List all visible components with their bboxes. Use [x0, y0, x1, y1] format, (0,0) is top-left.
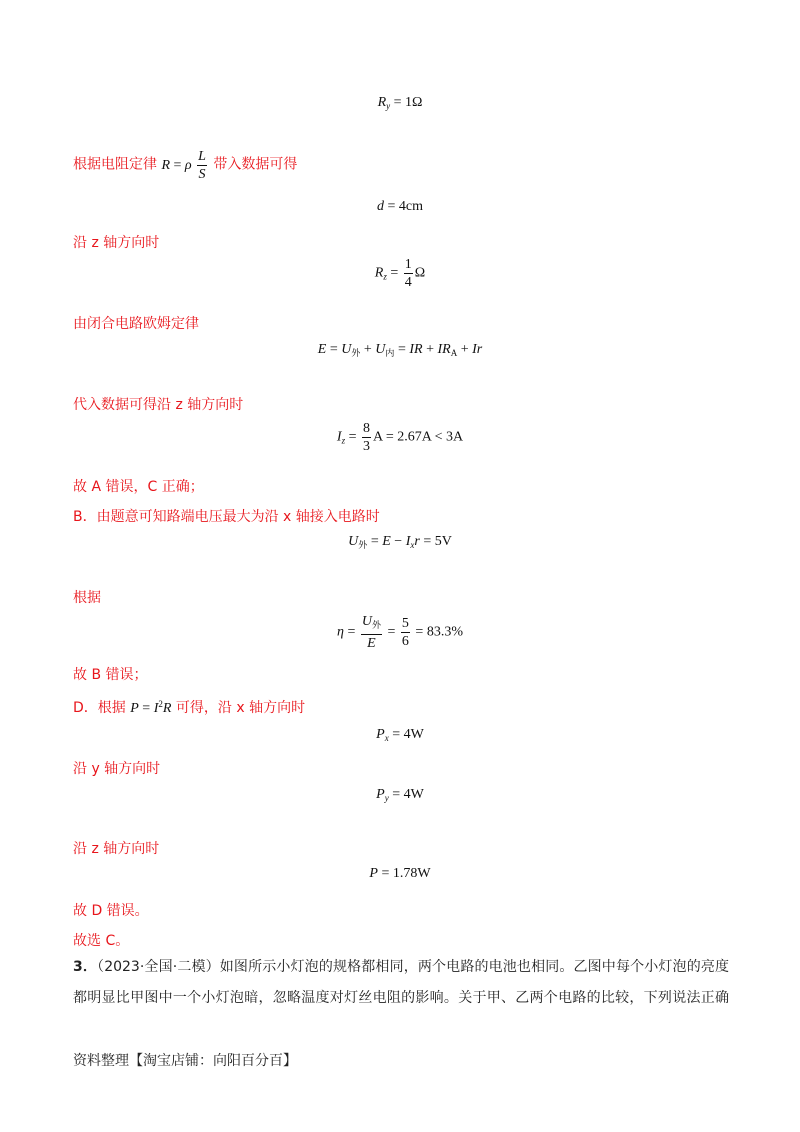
equation-p: P = 1.78W	[369, 866, 431, 881]
equation-iz: $I_z$ = $\frac{8}{3}$ A = 2.67A < 3A	[336, 421, 464, 454]
text-conclusion-ac: 故 A 错误，C 正确；	[73, 479, 204, 495]
text-according: 根据	[73, 590, 101, 606]
equation-emf: $E = U_外 + U_内$ = IR + $IR_A + Ir$	[317, 342, 483, 358]
equation-efficiency: η = $\frac{U_外}{E}$ = $\frac{5}{6}$ = 83.3%	[337, 614, 463, 651]
equation-ry: $R_y = 1\Omega$	[377, 95, 423, 111]
equation-terminal-voltage: $U_外 = E - I_xr = 5V$	[348, 534, 452, 550]
equation-d: d = 4cm	[377, 199, 423, 214]
text-option-b: B．由题意可知路端电压最大为沿 x 轴接入电路时	[73, 509, 380, 525]
text-choice: 故选 C。	[73, 933, 130, 949]
text-ohm-law: 由闭合电路欧姆定律	[73, 316, 199, 332]
footer-source: 资料整理【淘宝店铺：向阳百分百】	[73, 1053, 297, 1069]
text-conclusion-d: 故 D 错误。	[73, 903, 149, 919]
text-option-d: D．根据 $P = I^2R$ 可得，沿 x 轴方向时	[73, 699, 306, 716]
equation-px: $P_x = 4W$	[376, 727, 424, 743]
text-y-direction: 沿 y 轴方向时	[73, 761, 161, 777]
text-resistance-law: 根据电阻定律 R = ρ $\frac{L}{S}$ 带入数据可得	[73, 149, 298, 182]
text-z-direction-2: 沿 z 轴方向时	[73, 841, 160, 857]
equation-py: $P_y = 4W$	[376, 787, 424, 803]
text-z-direction-1: 沿 z 轴方向时	[73, 235, 160, 251]
question-3-line-1: 3．（2023·全国·二模）如图所示小灯泡的规格都相同，两个电路的电池也相同。乙图中每个小灯泡的亮度	[73, 959, 730, 975]
equation-rz: $R_z$ = $\frac{1}{4}$ Ω	[374, 257, 426, 290]
text-conclusion-b: 故 B 错误；	[73, 667, 148, 683]
question-3-line-2: 都明显比甲图中一个小灯泡暗，忽略温度对灯丝电阻的影响。关于甲、乙两个电路的比较，下列说法正确	[73, 990, 729, 1006]
text-substitute: 代入数据可得沿 z 轴方向时	[73, 397, 244, 413]
